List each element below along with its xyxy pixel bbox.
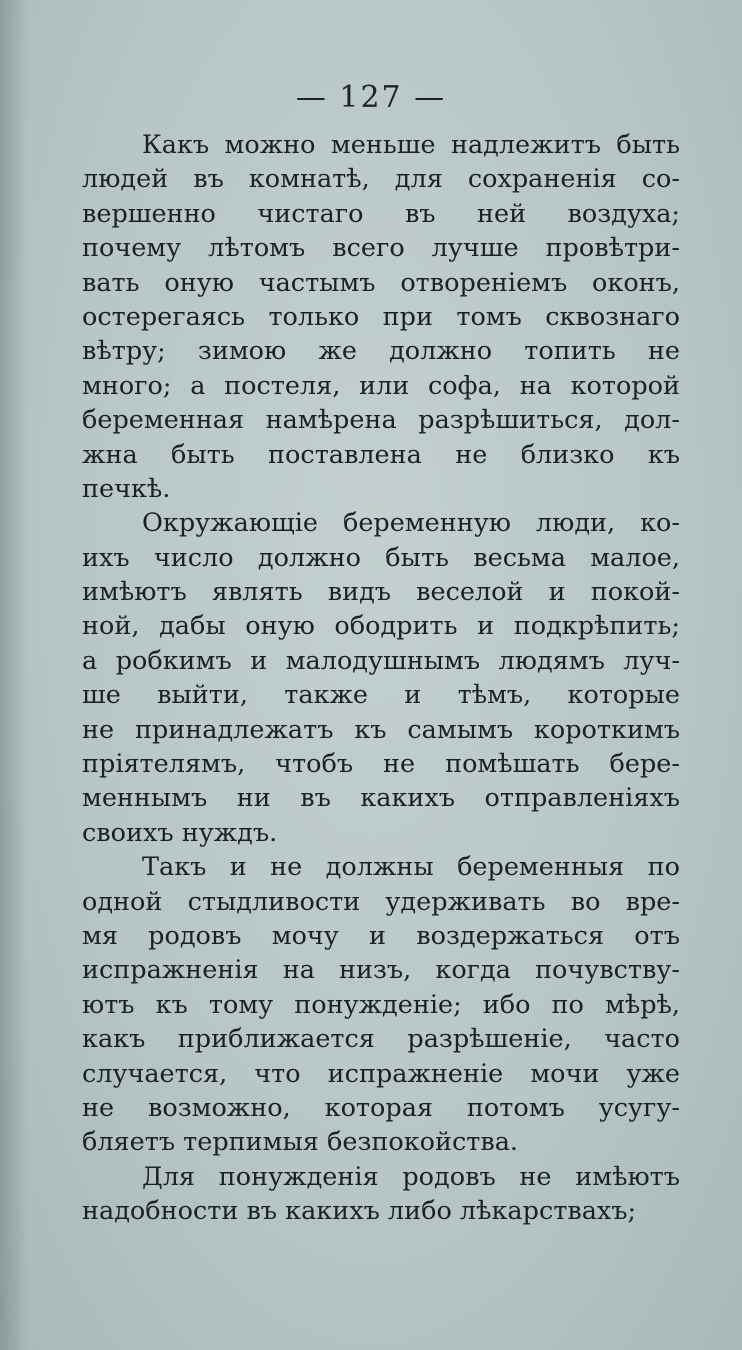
- text-line: ихъ число должно быть весьма малое,: [82, 542, 680, 573]
- page-number: — 127 —: [295, 80, 447, 115]
- paragraph: [82, 128, 680, 506]
- text-line: а робкимъ и малодушнымъ людямъ луч-: [82, 645, 680, 676]
- text-line: надобности въ какихъ либо лѣкарствахъ;: [82, 1196, 637, 1227]
- text-line: ной, дабы оную ободрить и подкрѣпить;: [82, 611, 680, 642]
- text-line: одной стыдливости удерживать во вре-: [82, 886, 680, 917]
- text-line: печкѣ.: [82, 473, 171, 504]
- text-line: мя родовъ мочу и воздержаться отъ: [82, 920, 680, 951]
- text-line: не принадлежатъ къ самымъ короткимъ: [82, 714, 680, 745]
- text-line: Какъ можно меньше надлежитъ быть: [142, 130, 680, 160]
- paragraph: [82, 1160, 680, 1229]
- text-line: меннымъ ни въ какихъ отправленіяхъ: [82, 783, 680, 814]
- body-text: [82, 128, 680, 1229]
- text-line: людей въ комнатѣ, для сохраненія со-: [82, 164, 680, 195]
- text-line: остерегаясь только при томъ сквознаго: [82, 301, 680, 332]
- text-line: Окружающіе беременную люди, ко-: [142, 508, 680, 539]
- text-line: вершенно чистаго въ ней воздуха;: [82, 198, 680, 229]
- text-line: беременная намѣрена разрѣшиться, дол-: [82, 405, 680, 436]
- text-line: испражненія на низъ, когда почувству-: [82, 955, 680, 986]
- paragraph: [82, 506, 680, 850]
- text-line: жна быть поставлена не близко къ: [82, 439, 680, 470]
- text-line: много; а постеля, или софа, на которой: [82, 370, 680, 401]
- text-line: пріятелямъ, чтобъ не помѣшать бере-: [82, 749, 680, 780]
- text-line: своихъ нуждъ.: [82, 817, 278, 848]
- text-line: почему лѣтомъ всего лучше провѣтри-: [82, 233, 680, 264]
- text-line: имѣютъ являть видъ веселой и покой-: [82, 577, 680, 608]
- paragraph: [82, 850, 680, 1160]
- text-line: какъ приближается разрѣшеніе, часто: [82, 1024, 680, 1055]
- text-line: вѣтру; зимою же должно топить не: [82, 336, 680, 367]
- text-line: ютъ къ тому понужденіе; ибо по мѣрѣ,: [82, 989, 680, 1020]
- text-line: не возможно, которая потомъ усугу-: [82, 1092, 680, 1123]
- text-line: Такъ и не должны беременныя по: [142, 852, 680, 883]
- text-line: Для понужденія родовъ не имѣютъ: [142, 1161, 680, 1192]
- text-line: ше выйти, также и тѣмъ, которые: [82, 680, 680, 711]
- text-line: бляетъ терпимыя безпокойства.: [82, 1127, 519, 1158]
- text-line: случается, что испражненіе мочи уже: [82, 1058, 680, 1089]
- text-line: вать оную частымъ отвореніемъ оконъ,: [82, 267, 680, 298]
